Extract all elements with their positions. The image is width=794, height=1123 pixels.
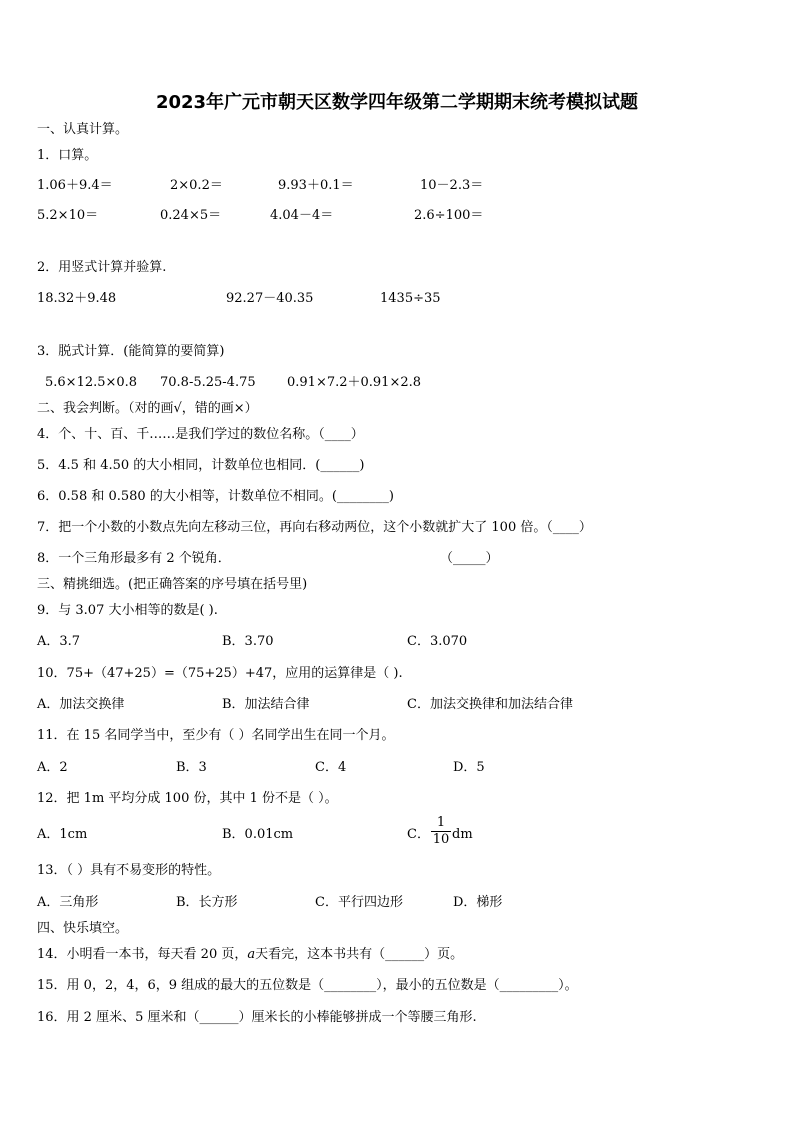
oral-item-8: 2.6÷100＝ bbox=[414, 208, 484, 223]
question-12-option-c: C． bbox=[407, 827, 430, 842]
vertical-item-1: 18.32＋9.48 bbox=[37, 291, 117, 306]
question-13-option-a: A．三角形 bbox=[37, 895, 99, 910]
question-12: 12．把 1m 平均分成 100 份，其中 1 份不是（ ）。 bbox=[37, 791, 338, 806]
question-13: 13．（ ）具有不易变形的特性。 bbox=[37, 863, 221, 878]
question-2: 2．用竖式计算并验算. bbox=[37, 260, 167, 275]
oral-item-7: 4.04－4＝ bbox=[270, 208, 334, 223]
oral-item-5: 5.2×10＝ bbox=[37, 208, 99, 223]
vertical-item-3: 1435÷35 bbox=[380, 291, 441, 306]
question-9-option-c: C．3.070 bbox=[407, 634, 468, 649]
question-11: 11．在 15 名同学当中，至少有（ ）名同学出生在同一个月。 bbox=[37, 728, 395, 743]
question-13-option-d: D．梯形 bbox=[453, 895, 503, 910]
question-14-part-1: 14．小明看一本书，每天看 20 页， bbox=[37, 947, 248, 962]
question-7: 7．把一个小数的小数点先向左移动三位，再向右移动两位，这个小数就扩大了 100 倍。（____） bbox=[37, 520, 592, 535]
oral-item-6: 0.24×5＝ bbox=[160, 208, 222, 223]
question-6: 6．0.58 和 0.580 的大小相等，计数单位不相同。(________) bbox=[37, 489, 394, 504]
vertical-item-2: 92.27－40.35 bbox=[226, 291, 314, 306]
section-3-heading: 三、精挑细选。(把正确答案的序号填在括号里) bbox=[37, 577, 308, 592]
fraction-numerator: 1 bbox=[436, 815, 446, 830]
question-10-option-a: A．加法交换律 bbox=[37, 697, 125, 712]
question-5: 5．4.5 和 4.50 的大小相同，计数单位也相同．(______) bbox=[37, 458, 365, 473]
question-13-option-b: B．长方形 bbox=[176, 895, 238, 910]
question-8-blank: （_____） bbox=[440, 551, 499, 566]
oral-item-4: 10－2.3＝ bbox=[420, 178, 484, 193]
question-8: 8．一个三角形最多有 2 个锐角． bbox=[37, 551, 231, 566]
expression-item-1: 5.6×12.5×0.8 bbox=[45, 375, 138, 390]
fraction-one-tenth bbox=[431, 816, 451, 847]
question-16: 16．用 2 厘米、5 厘米和（______）厘米长的小棒能够拼成一个等腰三角形. bbox=[37, 1010, 477, 1025]
oral-item-2: 2×0.2＝ bbox=[170, 178, 223, 193]
section-2-heading: 二、我会判断。（对的画√，错的画×） bbox=[37, 401, 258, 416]
question-12-option-a: A．1cm bbox=[37, 827, 88, 842]
question-4: 4．个、十、百、千……是我们学过的数位名称。（____） bbox=[37, 427, 364, 442]
expression-item-2: 70.8-5.25-4.75 bbox=[160, 375, 256, 390]
question-15: 15．用 0，2，4，6，9 组成的最大的五位数是（________），最小的五位数是（_________）。 bbox=[37, 978, 578, 993]
question-14-part-2: 天看完，这本书共有（______）页。 bbox=[255, 947, 464, 962]
variable-a: a bbox=[247, 947, 256, 962]
fraction-unit: dm bbox=[452, 827, 473, 842]
question-11-option-a: A．2 bbox=[37, 760, 68, 775]
question-12-option-b: B．0.01cm bbox=[222, 827, 294, 842]
question-11-option-c: C．4 bbox=[315, 760, 347, 775]
expression-item-3: 0.91×7.2＋0.91×2.8 bbox=[287, 375, 422, 390]
oral-item-1: 1.06＋9.4＝ bbox=[37, 178, 113, 193]
question-13-option-c: C．平行四边形 bbox=[315, 895, 403, 910]
question-10-option-c: C．加法交换律和加法结合律 bbox=[407, 697, 573, 712]
section-1-heading: 一、认真计算。 bbox=[37, 122, 129, 137]
question-11-option-b: B．3 bbox=[176, 760, 207, 775]
page-title: 2023年广元市朝天区数学四年级第二学期期末统考模拟试题 bbox=[155, 92, 639, 113]
question-10: 10．75+（47+25）=（75+25）+47，应用的运算律是（ ). bbox=[37, 666, 403, 681]
question-14 bbox=[37, 947, 463, 963]
question-10-option-b: B．加法结合律 bbox=[222, 697, 310, 712]
question-9-option-b: B．3.70 bbox=[222, 634, 274, 649]
question-9-option-a: A．3.7 bbox=[37, 634, 81, 649]
oral-item-3: 9.93＋0.1＝ bbox=[278, 178, 354, 193]
question-3: 3．脱式计算．(能简算的要简算) bbox=[37, 344, 225, 359]
fraction-denominator: 10 bbox=[432, 832, 450, 847]
question-9: 9．与 3.07 大小相等的数是( ). bbox=[37, 603, 218, 618]
section-4-heading: 四、快乐填空。 bbox=[37, 921, 129, 936]
question-11-option-d: D．5 bbox=[453, 760, 485, 775]
question-1: 1．口算。 bbox=[37, 148, 98, 163]
